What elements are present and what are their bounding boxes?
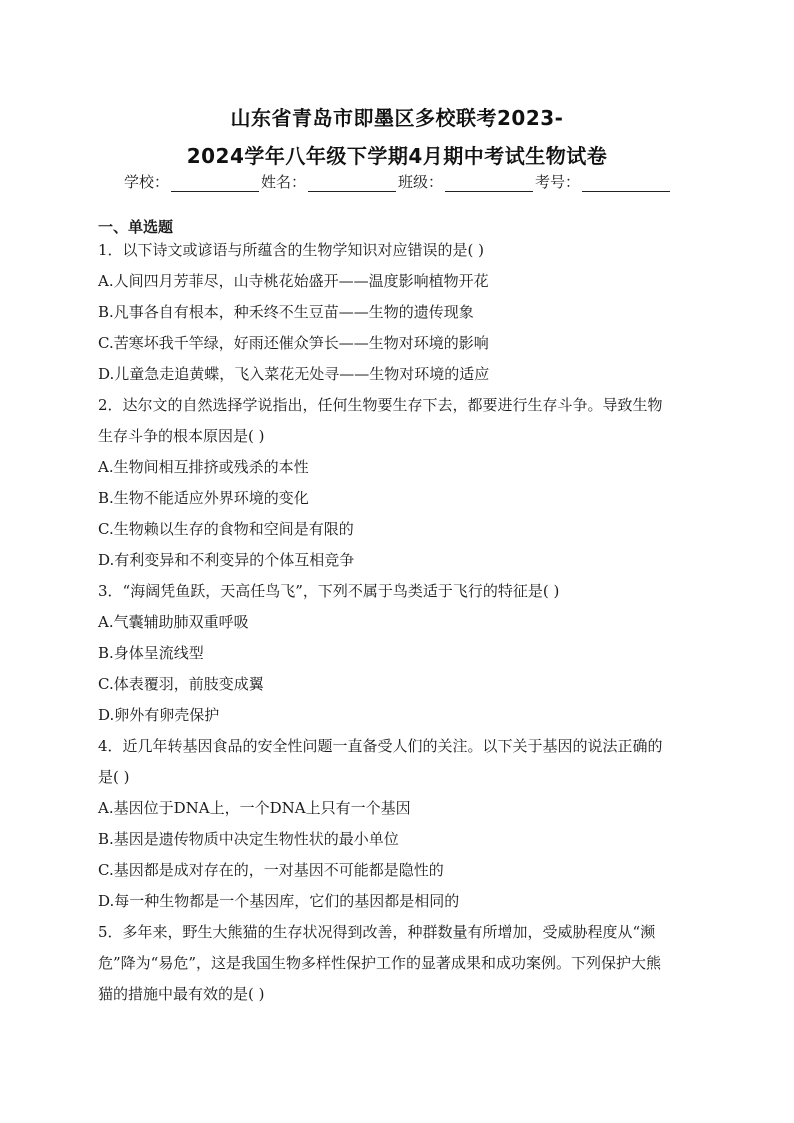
question-2-stem-line2: 生存斗争的根本原因是( ) (98, 427, 265, 445)
question-1-option-b: B.凡事各自有根本，种禾终不生豆苗——生物的遗传现象 (98, 303, 474, 321)
question-1-option-c: C.苦寒坏我千竿绿，好雨还催众笋长——生物对环境的影响 (98, 334, 489, 352)
question-1-option-a: A.人间四月芳菲尽，山寺桃花始盛开——温度影响植物开花 (98, 272, 489, 290)
question-4-option-c: C.基因都是成对存在的，一对基因不可能都是隐性的 (98, 861, 444, 879)
question-4-stem-line1: 4．近几年转基因食品的安全性问题一直备受人们的关注。以下关于基因的说法正确的 (98, 737, 663, 755)
school-blank[interactable] (171, 177, 259, 192)
exam-title-line2: 2024学年八年级下学期4月期中考试生物试卷 (186, 144, 608, 168)
student-info-row (124, 171, 672, 192)
question-5-stem-line3: 猫的措施中最有效的是( ) (98, 985, 265, 1003)
question-2-option-b: B.生物不能适应外界环境的变化 (98, 489, 309, 507)
question-2-option-c: C.生物赖以生存的食物和空间是有限的 (98, 520, 354, 538)
question-3-option-c: C.体表覆羽，前肢变成翼 (98, 675, 264, 693)
question-2-option-d: D.有利变异和不利变异的个体互相竞争 (98, 551, 355, 569)
name-blank[interactable] (308, 177, 396, 192)
section-heading: 一、单选题 (98, 218, 174, 236)
exam-title-line1: 山东省青岛市即墨区多校联考2023- (230, 106, 564, 130)
class-label: 班级： (398, 173, 444, 191)
question-4-option-d: D.每一种生物都是一个基因库，它们的基因都是相同的 (98, 892, 460, 910)
question-5-stem-line2: 危”降为“易危”，这是我国生物多样性保护工作的显著成果和成功案例。下列保护大熊 (98, 954, 662, 972)
question-4-option-b: B.基因是遗传物质中决定生物性状的最小单位 (98, 830, 399, 848)
question-4-option-a: A.基因位于DNA上，一个DNA上只有一个基因 (98, 799, 411, 817)
question-3-option-a: A.气囊辅助肺双重呼吸 (98, 613, 249, 631)
school-label: 学校： (124, 173, 170, 191)
class-blank[interactable] (445, 177, 533, 192)
question-1-stem: 1．以下诗文或谚语与所蕴含的生物学知识对应错误的是( ) (98, 241, 485, 259)
question-3-option-d: D.卵外有卵壳保护 (98, 706, 220, 724)
number-blank[interactable] (582, 177, 670, 192)
question-2-stem-line1: 2．达尔文的自然选择学说指出，任何生物要生存下去，都要进行生存斗争。导致生物 (98, 396, 663, 414)
name-label: 姓名： (261, 173, 307, 191)
question-5-stem-line1: 5．多年来，野生大熊猫的生存状况得到改善，种群数量有所增加，受威胁程度从“濒 (98, 923, 656, 941)
question-4-stem-line2: 是( ) (98, 768, 130, 786)
question-3-stem: 3．“海阔凭鱼跃，天高任鸟飞”，下列不属于鸟类适于飞行的特征是( ) (98, 582, 560, 600)
question-1-option-d: D.儿童急走追黄蝶，飞入菜花无处寻——生物对环境的适应 (98, 365, 490, 383)
number-label: 考号： (535, 173, 581, 191)
question-2-option-a: A.生物间相互排挤或残杀的本性 (98, 458, 309, 476)
question-3-option-b: B.身体呈流线型 (98, 644, 204, 662)
